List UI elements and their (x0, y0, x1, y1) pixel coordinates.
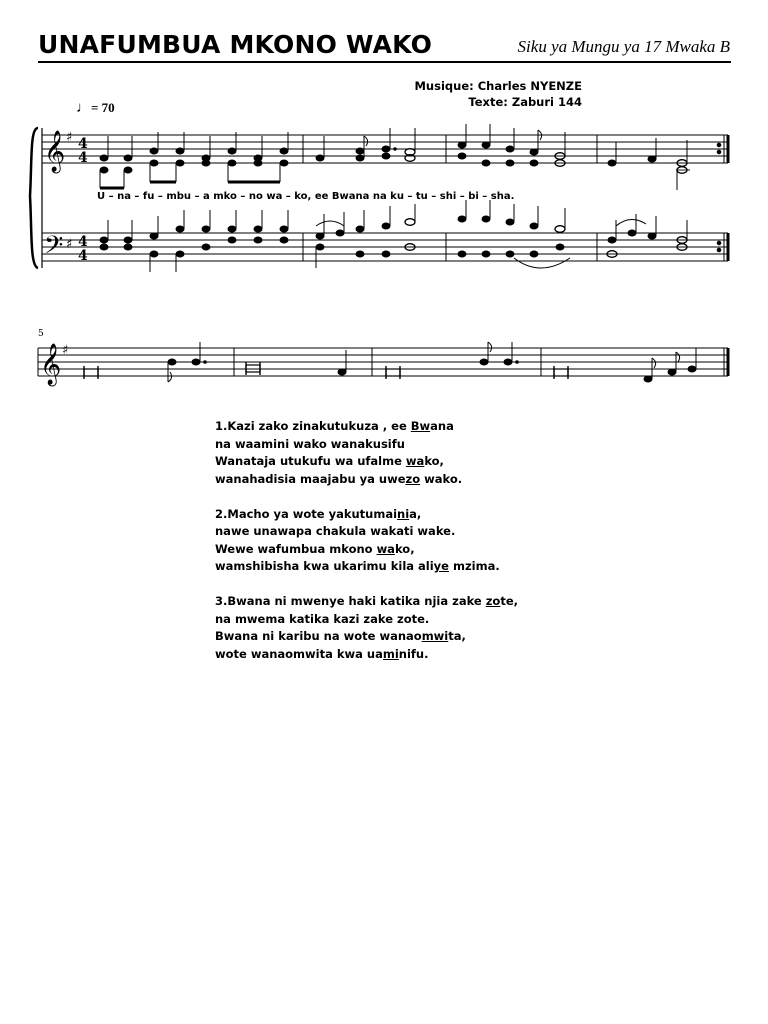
verse-line: Bwana ni karibu na wote wanaomwita, (215, 629, 466, 643)
system-2 (38, 348, 728, 376)
svg-text:4: 4 (78, 248, 88, 264)
note (168, 359, 176, 382)
note (688, 348, 696, 372)
note (677, 220, 687, 250)
note (280, 132, 288, 182)
svg-text:4: 4 (78, 136, 88, 152)
note (124, 220, 132, 250)
note (677, 140, 687, 190)
breve-note (246, 362, 260, 375)
verse-line: na waamini wako wanakusifu (215, 436, 405, 451)
svg-text:4: 4 (78, 150, 88, 166)
note (628, 214, 636, 236)
note (228, 210, 236, 243)
bass-clef-icon: 𝄢 (44, 231, 64, 266)
note (356, 136, 368, 161)
verse-line: nawe unawapa chakula wakati wake. (215, 524, 456, 538)
svg-text:4: 4 (78, 234, 88, 250)
note (608, 142, 616, 166)
verse-line: 1.Kazi zako zinakutukuza , ee Bwana (215, 419, 454, 433)
time-signature-treble (78, 136, 88, 166)
treble-clef-icon: 𝄞 (40, 344, 62, 385)
note (506, 204, 514, 257)
note (648, 216, 656, 239)
accented-syllable: mwi (421, 629, 449, 643)
note (254, 210, 262, 243)
accented-syllable: mi (382, 646, 399, 661)
music-score (0, 0, 768, 400)
verse-1 (215, 418, 518, 488)
verse-line: 2.Macho ya wote yakutumainia, (215, 506, 422, 521)
tempo-value: = 70 (91, 100, 115, 115)
note (150, 216, 158, 272)
accented-syllable: ye (433, 559, 449, 573)
lyrics-line: U – na – fu – mbu – a mko – no wa – ko, ee Bwana na ku – tu – shi – bi – sha. (97, 191, 515, 202)
note (504, 342, 518, 365)
note (228, 132, 236, 182)
treble-key-sharp-icon: ♯ (66, 130, 73, 145)
breve-note (554, 366, 568, 379)
note (202, 210, 210, 250)
note (458, 124, 466, 159)
note (382, 206, 390, 257)
breve-note (84, 366, 98, 379)
accented-syllable: ni (397, 506, 410, 521)
note (338, 350, 346, 375)
note (150, 132, 158, 182)
note (530, 206, 538, 257)
treble-key-sharp-icon: ♯ (62, 343, 69, 358)
breve-note (386, 366, 400, 379)
note (382, 128, 396, 159)
note (482, 124, 490, 166)
verses-block (215, 418, 518, 681)
accented-syllable: Bw (410, 419, 431, 433)
verse-2 (215, 506, 518, 576)
text-source-credit: Texte: Zaburi 144 (468, 95, 582, 109)
liturgical-day-subtitle: Siku ya Mungu ya 17 Mwaka B (517, 37, 730, 56)
note (280, 210, 288, 243)
verse-line: 3.Bwana ni mwenye haki katika njia zake zote, (215, 594, 519, 608)
note (482, 200, 490, 257)
accented-syllable: wa (405, 454, 425, 468)
treble-staff-system-2 (38, 348, 728, 376)
verse-line: wamshibisha kwa ukarimu kila aliye mzima. (215, 559, 500, 573)
page-title: UNAFUMBUA MKONO WAKO (38, 30, 433, 59)
verse-line: na mwema katika kazi zake zote. (215, 611, 430, 626)
treble-clef-icon: 𝄞 (44, 131, 66, 172)
note (668, 352, 680, 375)
note (124, 136, 132, 188)
composer-credit: Musique: Charles NYENZE (414, 79, 582, 93)
note (176, 132, 184, 182)
note (254, 136, 262, 166)
accented-syllable: zo (485, 594, 501, 608)
accented-syllable: wa (376, 541, 395, 556)
bass-key-sharp-icon: ♯ (66, 237, 73, 252)
measure-number: 5 (38, 329, 44, 339)
note (356, 210, 364, 257)
verse-line: wanahadisia maajabu ya uwezo wako. (215, 471, 463, 486)
note (176, 210, 184, 272)
verse-line: Wewe wafumbua mkono wako, (215, 541, 415, 556)
note (202, 136, 210, 166)
note (100, 136, 108, 188)
note (458, 200, 466, 257)
verse-line: Wanataja utukufu wa ufalme wako, (215, 454, 444, 468)
note (405, 204, 415, 250)
verse-3 (215, 593, 518, 663)
verse-line: wote wanaomwita kwa uaminifu. (215, 646, 429, 661)
time-signature-bass (78, 234, 88, 264)
grand-staff-brace (30, 128, 38, 268)
note (555, 208, 565, 250)
note (316, 136, 324, 161)
accented-syllable: zo (405, 471, 421, 486)
note (607, 220, 617, 257)
quarter-note-icon: ♩ (76, 100, 91, 116)
note (192, 342, 206, 365)
note (100, 220, 108, 250)
note (506, 128, 514, 166)
